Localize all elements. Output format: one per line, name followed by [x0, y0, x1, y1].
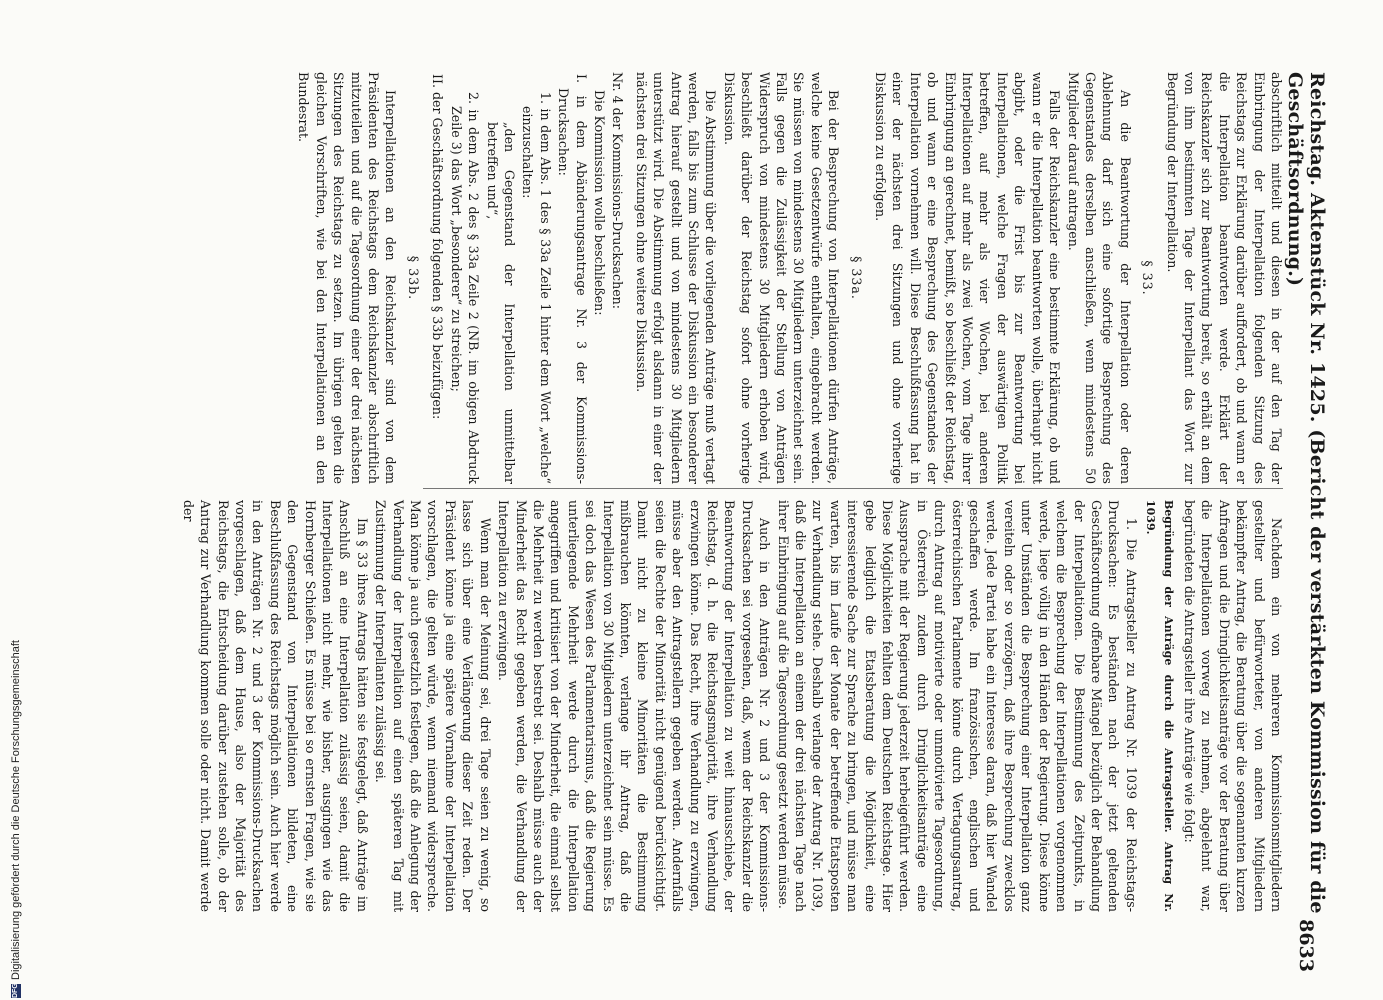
list-item: 1. in dem Abs. 1 des § 33a Zeile 1 hinter dem Wort „welche“ einzuschalten: [520, 92, 553, 484]
paragraph: abschriftlich mitteilt und diesen in der auf den Tag der Einbringung der Interpellation folgenden Sitzung des Reichstags zur Erklärung darüber auffordert, ob und wann er die Interpellation beantworten werde. Erklärt der Reichskanzler sich zur Beantwortung bereit, so erhält an dem von ihm bestimmten Tage der Interpellant das Wort zur Begründung der Interpellation. [1164, 72, 1284, 484]
dfg-logo-icon: DFG [12, 983, 19, 998]
paragraph: An die Beantwortung der Interpellation oder deren Ablehnung darf sich eine sofortige Besprechung des Gegenstandes derselben anschließen, wenn mindestens 50 Mitglieder darauf antragen. [1065, 72, 1133, 484]
right-column [180, 500, 1285, 912]
paragraph: Nachdem ein von mehreren Kommissionsmitgliedern gestellter und befürworteter, von anderen Mitgliedern bekämpfter Antrag, die Beratung über die sogenannten kurzen Anfragen und die Dringlichkeitsanträge vor der Beratung über die Interpellationen vorweg zu nehmen, abgelehnt war, begründeten die Antragsteller ihre Anträge wie folgt: [1181, 500, 1284, 912]
list-item: 2. in dem Abs. 2 des § 33a Zeile 2 (NB. im obigen Abdruck Zeile 3) das Wort „besonderer“ zu streichen; [448, 92, 482, 484]
paragraph: Auch in den Anträgen Nr. 2 und 3 der Kommissions-Drucksachen sei vorgesehen, daß, wenn der Reichskanzler die Beantwortung der Interpellation zu weit hinausschiebe, der Reichstag, d. h. die Reichstagsmajorität, ihre Verhandlung erzwingen könne. Das Recht, ihre Verhandlung zu erzwingen, müsse aber den Antragstellern gegeben werden. Andernfalls seien die Rechte der Minorität nicht genügend berücksichtigt. Damit nicht zu kleine Minoritäten die Bestimmung mißbrauchen könnten, verlange ihr Antrag, daß die Interpellation von 30 Mitgliedern unterzeichnet sein müsse. Es sei doch das Wesen des Parlamentarismus, daß die Regierung unterliegende Mehrheit werde durch die Interpellation angegriffen und kritisiert von der Minderheit, die einmal selbst die Mehrheit zu werden bestrebt sei. Deshalb müsse auch der Minderheit das Recht gegeben werden, die Verhandlung der Interpellation zu erzwingen. [496, 500, 773, 912]
paragraph: Interpellationen an den Reichskanzler sind von dem Präsidenten des Reichstags dem Reichskanzler abschriftlich mitzuteilen und auf die Tagesordnung einer der drei nächsten Sitzungen des Reichstags zu setzen. Im übrigen gelten die gleichen Vorschriften, wie bei den Interpellationen an den Bundesrat. [296, 72, 399, 484]
paragraph: 1. Die Antragsteller zu Antrag Nr. 1039 der Reichstags-Drucksachen: Es beständen nach der jetzt geltenden Geschäftsordnung offenbare Mängel bezüglich der Behandlung der Interpellationen. Die Bestimmung des Zeitpunkts, in welchem die Besprechung der Interpellationen vorgenommen werde, liege völlig in den Händen der Regierung. Diese könne unter Umständen die Besprechung einer Interpellation ganz vereiteln oder so verzögern, daß ihre Besprechung zwecklos werde. Jede Partei habe ein Interesse daran, daß hier Wandel geschaffen werde. Im französischen, englischen und österreichischen Parlamente könne durch Vertagungsantrag, durch Antrag auf motivierte oder unmotivierte Tagesordnung, in Österreich zudem durch Dringlichkeitsanträge eine Aussprache mit der Regierung jederzeit herbeigeführt werden. Diese Möglichkeiten fehlten dem Deutschen Reichstage. Hier gebe lediglich die Etatsberatung die Möglichkeit, eine interessierende Sache zur Sprache zu bringen, und müsse man warten, bis im Laufe der Monate der betreffende Etatsposten zur Verhandlung stehe. Deshalb verlange der Antrag Nr. 1039, daß die Interpellation an einem der drei nächsten Tage nach ihrer Einbringung auf die Tagesordnung gesetzt werden müsse. [775, 500, 1139, 912]
section-heading: § 33a. [848, 256, 864, 300]
subheading: Begründung der Anträge durch die Antragsteller. Antrag Nr. 1039. [1144, 500, 1175, 912]
section-heading: § 33b. [405, 255, 421, 301]
list-item: II. der Geschäftsordnung folgenden § 33b beizufügen: [430, 74, 446, 420]
left-column [296, 72, 1285, 484]
section-heading: § 33. [1140, 260, 1156, 296]
quote: „den Gegenstand der Interpellation unmittelbar betreffen und“, [484, 122, 517, 484]
paragraph: Die Kommission wolle beschließen: [591, 90, 607, 316]
column-divider [423, 488, 1283, 489]
paragraph: Im § 33 ihres Antrags hätten sie festgelegt, daß Anträge im Anschluß an eine Interpellation zulässig seien, damit die Interpellationen nicht mehr, wie bisher, ausgingen wie das Hornberger Schießen. Es müsse bei so ernsten Fragen, wie sie den Gegenstand von Interpellationen bildeten, eine Beschlußfassung des Reichstags möglich sein. Auch hier werde in den Anträgen Nr. 2 und 3 der Kommissions-Drucksachen vorgeschlagen, daß dem Hause, also der Majorität des Reichstags, die Entscheidung darüber zustehen solle, ob der Antrag zur Verhandlung kommen solle oder nicht. Damit werde der [180, 500, 370, 912]
drucksache-title: Nr. 4 der Kommissions-Drucksachen: [610, 72, 626, 309]
list-item: I. in dem Abänderungsantrage Nr. 3 der Kommissions-Drucksachen: [556, 74, 589, 484]
page-header [1284, 72, 1328, 972]
paragraph: Falls der Reichskanzler eine bestimmte Erklärung, ob und wann er die Interpellation beantworten wolle, überhaupt nicht abgibt, oder die Frist bis zur Beantwortung bei Interpellationen, welche Fragen der auswärtigen Politik betreffen, auf mehr als vier Wochen, bei anderen Interpellationen auf mehr als zwei Wochen, vom Tage ihrer Einbringung an gerechnet, bemißt, so beschließt der Reichstag, ob und wann er eine Besprechung des Gegenstandes der Interpellation vornehmen will. Diese Beschlußfassung hat in einer der nächsten drei Sitzungen und ohne vorherige Diskussion zu erfolgen. [873, 72, 1063, 484]
footer-strip [0, 0, 22, 1000]
paragraph: Bei der Besprechung von Interpellationen dürfen Anträge, welche keine Gesetzentwürfe enthalten, eingebracht werden. Sie müssen von mindestens 30 Mitgliedern unterzeichnet sein. Falls gegen die Zulässigkeit der Stellung von Anträgen Widerspruch von mindestens 30 Mitgliedern erhoben wird, beschließt darüber der Reichstag sofort ohne vorherige Diskussion. [721, 72, 842, 484]
paragraph: Wenn man der Meinung sei, drei Tage seien zu wenig, so lasse sich über eine Verlängerung dieser Zeit reden. Der Präsident könne ja eine spätere Vornahme der Interpellation vorschlagen, die gelten würde, wenn niemand widerspreche. Man könne ja auch gesetzlich festlegen, daß die Anlegung der Verhandlung der Interpellation auf einen späteren Tag mit Zustimmung der Interpellanten zulässig sei. [373, 500, 493, 912]
running-title: Reichstag. Aktenstück Nr. 1425. (Bericht der verstärkten Kommission für die Geschäftsordnung.) [1284, 72, 1328, 914]
footer [10, 8, 22, 998]
footer-text: Digitalisierung gefördert durch die Deutsche Forschungsgemeinschaft [10, 640, 22, 980]
paragraph: Die Abstimmung über die vorliegenden Anträge muß vertagt werden, falls bis zum Schlusse der Diskussion ein besonderer Antrag hierauf gestellt und von mindestens 30 Mitgliedern unterstützt wird. Die Abstimmung erfolgt alsdann in einer der nächsten drei Sitzungen ohne weitere Diskussion. [633, 72, 719, 484]
page-number: 8633 [1295, 919, 1317, 972]
